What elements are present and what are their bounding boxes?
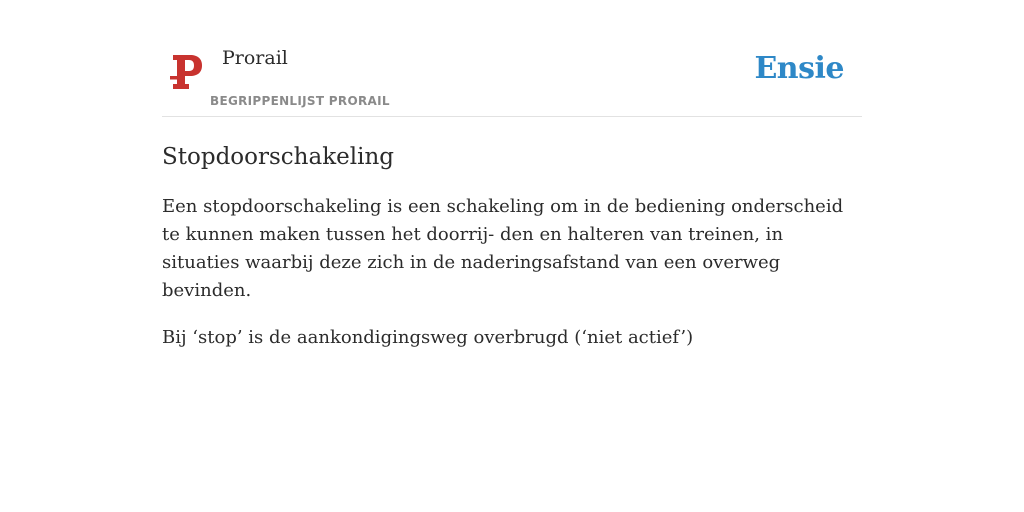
glossary-subtitle[interactable]: BEGRIPPENLIJST PRORAIL [210, 94, 390, 108]
page-container [162, 0, 862, 512]
definition-paragraph: Een stopdoorschakeling is een schakeling om in de bediening onderscheid te kunnen maken tussen het doorrij- den en halteren van treinen, in situaties waarbij deze zich in de naderingsafstand van een overweg bevinden. [162, 196, 844, 301]
term-definition [162, 193, 862, 352]
header [162, 0, 862, 117]
term-title: Stopdoorschakeling [162, 144, 394, 170]
prorail-logo-icon[interactable] [170, 53, 204, 91]
definition-paragraph: Bij ‘stop’ is de aankondigingsweg overbrugd (‘niet actief’) [162, 327, 694, 348]
ensie-home-link[interactable]: Ensie [754, 51, 844, 86]
brand-name[interactable]: Prorail [222, 47, 288, 69]
